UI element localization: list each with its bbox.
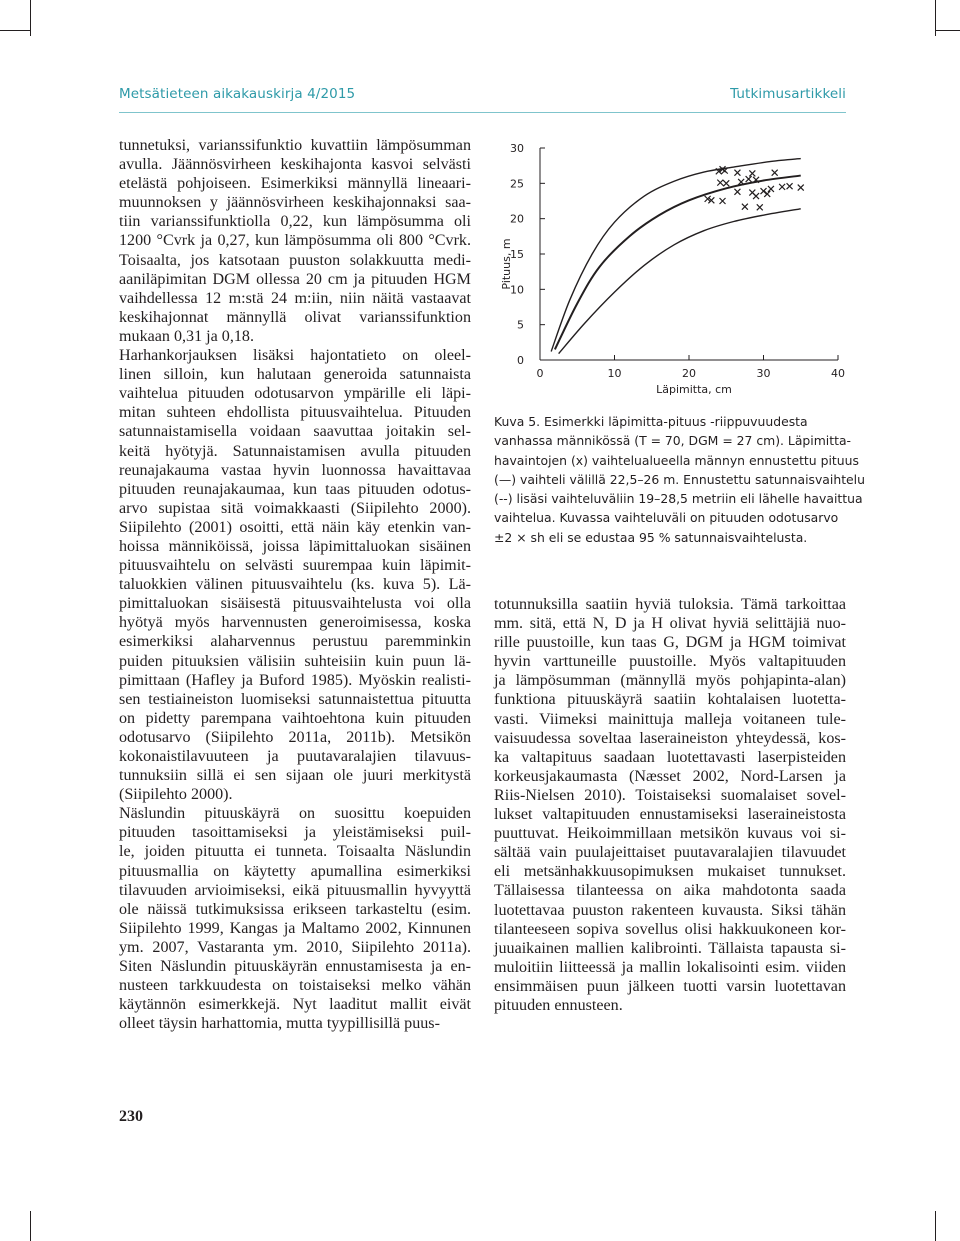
text-line: nusteen tarkkuudesta on toistaiseksi melko vähän [119,977,471,995]
y-tick-label: 5 [517,318,524,332]
text-line: tiin varianssifunktiolla 0,22, kun lämpösumma oli [119,213,471,231]
observation-point [742,204,748,210]
header-rule [119,112,846,113]
text-line: juuaikainen mallien kalibrointi. Tällaista tapausta si- [494,939,846,957]
crop-mark [935,30,960,31]
observation-point [720,198,726,204]
text-line: esimerkiksi alaharvennus perustuu paremminkin [119,633,471,651]
text-line: lukset valtapituuden ennustamiseksi laseraineistosta [494,806,846,824]
text-line: ole näissä tutkimuksissa erikseen tarkasteltu (esim. [119,900,471,918]
text-line: rille puustoille, kun taas G, DGM ja HGM toimivat [494,634,846,652]
observation-point [757,204,763,210]
text-line: 1200 °Cvrk ja 0,27, kun lämpösumma oli 800 °Cvrk. [119,232,471,250]
chart-svg [494,130,854,400]
y-tick-label: 0 [517,354,524,367]
caption-line: (--) lisäsi vaihteluväliin 19–28,5 metriin eli lähelle havaittua [494,491,863,507]
text-line: muloitiin liitteessä ja mallin lokalisointi esim. viiden [494,958,846,976]
text-line: keitä hyötyjä. Satunnaistamisen avulla pituuden [119,442,471,460]
right-text-column [494,595,846,1015]
text-line: sen testiaineiston luomiseksi satunnaistettua pituutta [119,690,471,708]
text-line: funktiona pituuskäyrä saatiin kohtalaisen luotetta- [494,691,846,709]
text-line: pituuden ennusteen. [494,996,623,1014]
variation-limit-curve [559,209,801,354]
y-axis-label: Pituus, m [500,238,513,290]
text-line: hyötyä myös harvennusten generoimisessa, koska [119,614,471,632]
text-line: taluokkien välinen pituusvaihtelu (ks. kuva 5). Lä- [119,576,471,594]
text-line: mm. sitä, että N, D ja H olivat hyviä selittäjiä nuo- [494,615,846,633]
crop-mark [0,30,30,31]
observation-point [717,180,723,186]
text-line: Siipilehto 1999, Kangas ja Maltamo 2002, Kinnunen [119,919,471,937]
observation-point [798,185,804,191]
text-line: vasti. Viimeksi mainittuja malleja voitaneen tule- [494,710,846,728]
x-axis-label: Läpimitta, cm [656,383,732,396]
caption-line: vaihtelua. Kuvassa vaihteluväli on pituuden odotusarvo [494,510,839,526]
text-line: olleet täysin harhattomia, mutta tyypillisillä puus- [119,1015,440,1033]
y-tick-label: 20 [510,212,524,226]
text-line: ka valtapituus saadaan luotettavasti laserpisteiden [494,748,846,766]
predicted-height-curve [555,176,801,350]
observation-point [772,170,778,176]
y-tick-label: 30 [510,142,524,155]
text-line: aaniläpimitan DGM ollessa 20 cm ja pituuden HGM [119,270,471,288]
text-line: Tällaisessa tilanteessa on aika mahdotonta saada [494,882,846,900]
text-line: le, joiden pituutta ei tunneta. Toisaalta Näslundin [119,843,471,861]
text-line: reunajakauma vastaa hyvin luonnossa havaittavaa [119,461,471,479]
text-line: luotettavaa puuston rakenteen kuvausta. Siksi tähän [494,901,846,919]
crop-mark [935,1211,936,1241]
x-tick-label: 20 [682,367,696,380]
text-line: ensimmäisen puun jälkeen tuotti varsin luotettavan [494,977,846,995]
crop-mark [30,0,31,36]
text-line: satunnaistamisella voidaan saavuttaa joitakin sel- [119,423,471,441]
caption-line: havaintojen (x) vaihtelualueella männyn ennustettu pituus [494,452,859,468]
text-line: mukaan 0,31 ja 0,18. [119,327,254,345]
text-line: Riis-Nielsen 2010). Toistaiseksi suomalaiset sovel- [494,786,846,804]
text-line: tunnetuksi, varianssifunktio kuvattiin lämpösumman [119,137,471,154]
figure-caption [494,412,865,547]
text-line: linen silloin, kun halutaan generoida satunnaista [119,366,471,384]
y-tick-label: 10 [510,283,524,297]
text-line: totunnuksilla saatiin hyviä tuloksia. Tämä tarkoittaa [494,596,846,613]
caption-line: ±2 × sh eli se edustaa 95 % satunnaisvaihtelusta. [494,529,808,545]
text-line: arvo supistaa sitä voimakkaasti (Siipilehto 2000). [119,499,471,517]
text-line: ym. 2007, Vastaranta ym. 2010, Siipilehto 2011a). [119,938,471,956]
crop-mark [30,1211,31,1241]
text-line: korkeusjakaumasta (Næsset 2002, Nord-Larsen ja [494,767,846,785]
text-line: pituuden reunajakaumaa, kun taas pituuden odotus- [119,480,471,498]
text-line: puuttuvat. Heikoimmillaan metsikön kuvaus voi si- [494,825,846,843]
observation-point [746,176,752,182]
text-line: pituusmallia on käytetty apumallina esimerkiksi [119,862,471,880]
text-line: tunnuksiin sillä ei sen sijaan ole juuri merkitystä [119,767,471,785]
text-line: Harhankorjauksen lisäksi hajontatieto on oleel- [119,347,471,365]
text-line: pimittaluokan sisäisestä pituusvaihtelusta voi olla [119,595,471,613]
journal-title: Metsätieteen aikakauskirja 4/2015 [119,86,356,102]
text-line: Siipilehto (2001) osoitti, että näin käy etenkin van- [119,518,471,536]
y-tick-label: 25 [510,177,524,191]
text-line: hyvin varttuneille puustoille. Myös valtapituuden [494,653,846,671]
text-line: sältää vain puulajeittaiset puutavaralajien tilavuudet [494,844,846,862]
x-tick-label: 40 [831,367,845,380]
text-line: odotusarvo (Siipilehto 2011a, 2011b). Metsikön [119,728,471,746]
text-line: vaihdellessa 12 m:stä 24 m:iin, niin näitä vastaavat [119,289,471,307]
variation-limit-curve [551,159,801,352]
caption-line: vanhassa männikössä (T = 70, DGM = 27 cm). Läpimitta- [494,433,852,449]
text-line: Siten Näslundin pituuskäyrän ennustamisesta ja en- [119,958,471,976]
text-line: tilavuuden arvioimiseksi, eikä pituusmallin hyvyyttä [119,881,471,899]
text-line: kokonaistilavuuteen ja puutavaralajien tilavuus- [119,748,471,765]
y-tick-label: 15 [510,248,524,261]
observation-point [723,180,729,186]
text-line: hoissa männiköissä, joissa läpimittaluokan sisäinen [119,537,471,555]
text-line: vaisuudessa soveltaa laseraineiston yhteydessä, kos- [494,729,846,747]
text-line: Toisaalta, jos katsotaan puuston solakkuutta medi- [119,251,471,269]
text-line: käytännön esimerkkejä. Nyt laaditut mallit eivät [119,996,471,1014]
height-diameter-chart [494,130,854,400]
observation-point [779,184,785,190]
text-line: (Siipilehto 2000). [119,786,233,804]
x-tick-label: 0 [536,367,544,380]
text-line: pituuden tasoittamiseksi ja yleistämiseksi puil- [119,824,471,842]
text-line: muunnoksen y jäännösvirheen keskihajonnaksi saa- [119,194,471,212]
text-line: vaihtelua pituuden odotusarvon ympärille eli läpi- [119,385,471,403]
text-line: keskihajonnat männyllä olivat varianssifunktion [119,308,471,326]
text-line: mitan suhteen ehdollista pituusvaihtelua. Pituuden [119,404,471,422]
text-line: avulla. Jäännösvirheen keskihajonta kasvoi selvästi [119,156,471,174]
observation-point [734,189,740,195]
observation-point [761,188,767,194]
x-tick-label: 10 [607,367,622,380]
text-line: on pidetty parempana vaihtoehtona kuin pituuden [119,709,471,727]
text-line: pimittaan (Hafley ja Buford 1985). Myöskin realisti- [119,671,471,689]
text-line: etelästä pohjoiseen. Esimerkiksi männyllä lineaari- [119,175,471,193]
text-line: eli metsänhakkuusopimuksen mukaiset tunnukset. [494,863,846,881]
observation-point [749,170,755,176]
page-number: 230 [119,1108,143,1125]
caption-line: (—) vaihteli välillä 22,5–26 m. Ennustettu satunnaisvaihtelu [494,471,865,487]
text-line: pituusvaihtelu on selvästi suurempaa kuin läpimit- [119,557,471,575]
section-label: Tutkimusartikkeli [730,86,846,102]
text-line: Näslundin pituuskäyrä on suosittu koepuiden [119,805,471,823]
observation-point [753,193,759,199]
observation-point [768,186,774,192]
text-line: puiden pituuksien välisiin suhteisiin kuin puun lä- [119,652,471,670]
x-tick-label: 30 [756,367,771,380]
text-line: tilanteeseen sopiva sovellus olisi hakkuukoneen kor- [494,920,846,938]
caption-line: Kuva 5. Esimerkki läpimitta-pituus -riippuvuudesta [494,414,808,429]
text-line: ja lämpösumman (männyllä myös pohjapinta-alan) [494,672,846,690]
left-text-column [119,136,471,1033]
observation-point [734,170,740,176]
observation-point [764,191,770,197]
observation-point [787,183,793,189]
